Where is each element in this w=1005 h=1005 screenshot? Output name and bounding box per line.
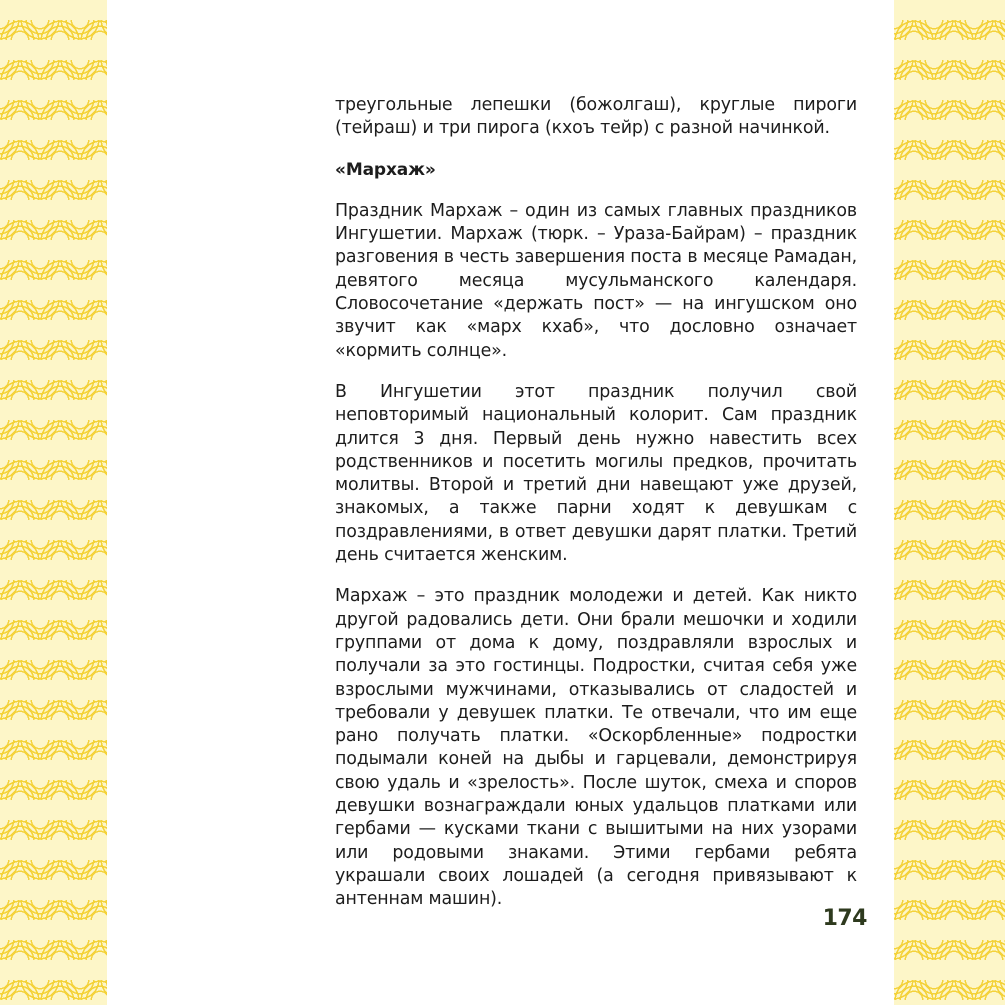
decorative-border-right xyxy=(894,0,1005,1005)
paragraph-2: В Ингушетии этот праздник получил свой неповторимый национальный колорит. Сам праздник длится 3 дня. Первый день нужно навестить всех родственников и посетить могилы предков, прочитать молитвы. Второй и третий дни навещают уже друзей, знакомых, а также парни ходят к девушкам с поздравлениями, в ответ девушки дарят платки. Третий день считается женским. xyxy=(335,381,857,566)
paragraph-3: Мархаж – это праздник молодежи и детей. Как никто другой радовались дети. Они брали мешочки и ходили группами от дома к дому, поздравляли взрослых и получали за это гостинцы. Подростки, считая себя уже взрослыми мужчинами, отказывались от сладостей и требовали у девушек платки. Те отвечали, что им еще рано получать платки. «Оскорбленные» подростки подымали коней на дыбы и гарцевали, демонстрируя свою удаль и «зрелость». После шуток, смеха и споров девушки вознаграждали юных удальцов платками или гербами — кусками ткани с вышитыми на них узорами или родовыми знаками. Этими гербами ребята украшали своих лошадей (а сегодня привязывают к антеннам машин). xyxy=(335,586,857,910)
page-content xyxy=(335,94,857,930)
page-number: 174 xyxy=(822,906,867,931)
section-heading: «Мархаж» xyxy=(335,159,436,180)
paragraph-intro: треугольные лепешки (божолгаш), круглые пироги (тейраш) и три пирога (кхоъ тейр) с разной начинкой. xyxy=(335,95,857,139)
decorative-border-left xyxy=(0,0,107,1005)
paragraph-1: Праздник Мархаж – один из самых главных праздников Ингушетии. Мархаж (тюрк. – Ураза-Байрам) – праздник разговения в честь завершения поста в месяце Рамадан, девятого месяца мусульманского календаря. Словосочетание «держать пост» — на ингушском оно звучит как «марх кхаб», что дословно означает «кормить солнце». xyxy=(335,200,857,361)
book-page xyxy=(107,0,894,1005)
